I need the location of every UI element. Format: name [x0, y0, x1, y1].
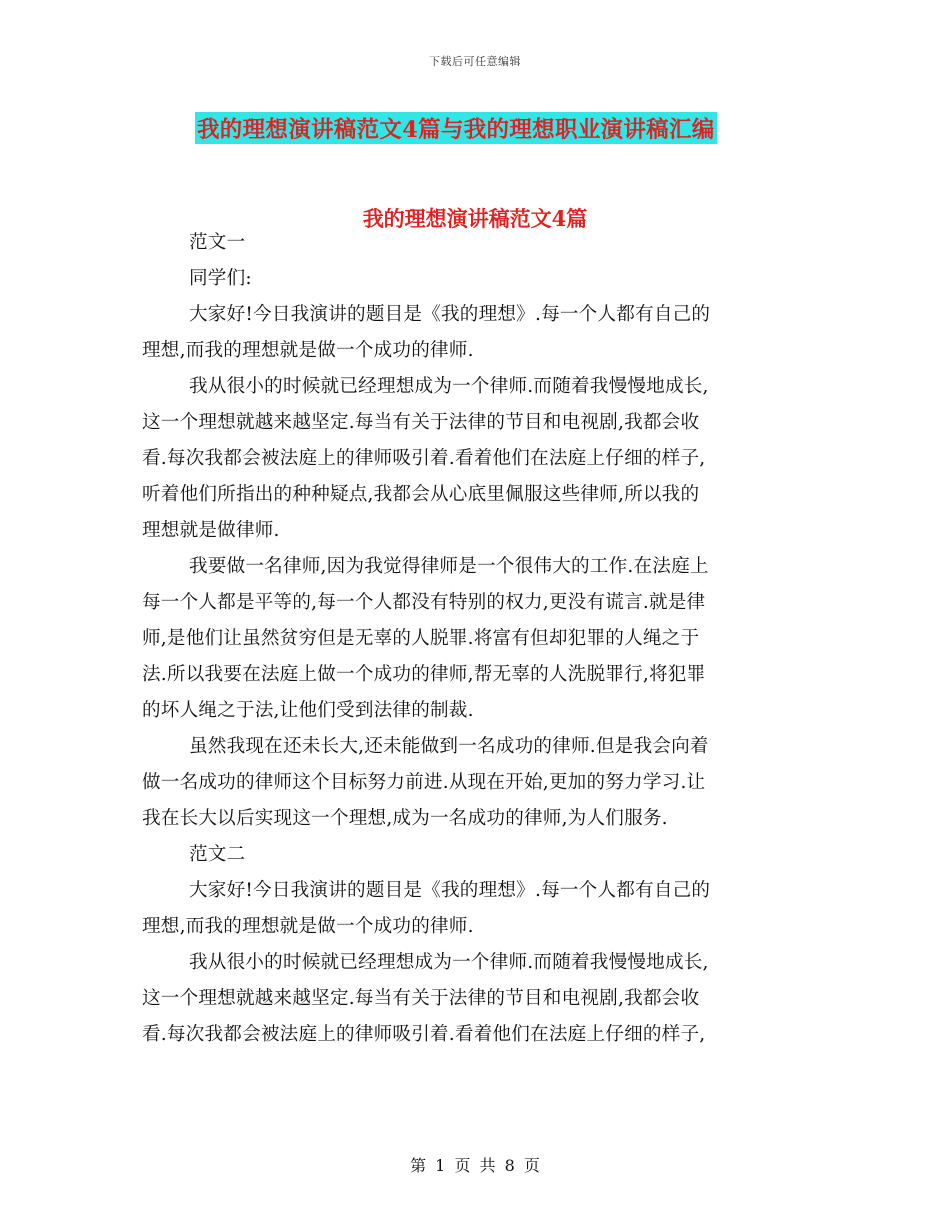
paragraph-line: 理想,而我的理想就是做一个成功的律师.: [142, 340, 474, 361]
main-title-highlight: [195, 112, 717, 144]
paragraph-line: 虽然我现在还未长大,还未能做到一名成功的律师.但是我会向着: [189, 736, 709, 757]
section-label: 范文二: [189, 844, 246, 865]
paragraph-line: 这一个理想就越来越坚定.每当有关于法律的节目和电视剧,我都会收: [142, 412, 700, 433]
main-title: 我的理想演讲稿范文4篇与我的理想职业演讲稿汇编: [197, 117, 715, 143]
paragraph-line: 看.每次我都会被法庭上的律师吸引着.看着他们在法庭上仔细的样子,: [142, 448, 706, 469]
section-label: 范文一: [189, 232, 246, 253]
document-body: [142, 225, 810, 1053]
paragraph-line: 看.每次我都会被法庭上的律师吸引着.看着他们在法庭上仔细的样子,: [142, 1024, 706, 1045]
paragraph-line: 我从很小的时候就已经理想成为一个律师.而随着我慢慢地成长,: [189, 376, 709, 397]
paragraph-line: 的坏人绳之于法,让他们受到法律的制裁.: [142, 700, 474, 721]
header-note: 下载后可任意编辑: [429, 55, 521, 68]
salutation: 同学们:: [189, 268, 252, 289]
sub-title: 我的理想演讲稿范文4篇: [362, 206, 588, 231]
paragraph-line: 我要做一名律师,因为我觉得律师是一个很伟大的工作.在法庭上: [189, 556, 709, 577]
paragraph-line: 法.所以我要在法庭上做一个成功的律师,帮无辜的人洗脱罪行,将犯罪: [142, 664, 706, 685]
paragraph-line: 理想就是做律师.: [142, 520, 280, 541]
paragraph-line: 做一名成功的律师这个目标努力前进.从现在开始,更加的努力学习.让: [142, 772, 706, 793]
paragraph-line: 每一个人都是平等的,每一个人都没有特别的权力,更没有谎言.就是律: [142, 592, 706, 613]
paragraph-line: 大家好!今日我演讲的题目是《我的理想》.每一个人都有自己的: [189, 880, 711, 901]
paragraph-line: 我从很小的时候就已经理想成为一个律师.而随着我慢慢地成长,: [189, 952, 709, 973]
paragraph-line: 大家好!今日我演讲的题目是《我的理想》.每一个人都有自己的: [189, 304, 711, 325]
paragraph-line: 我在长大以后实现这一个理想,成为一名成功的律师,为人们服务.: [142, 808, 668, 829]
paragraph-line: 这一个理想就越来越坚定.每当有关于法律的节目和电视剧,我都会收: [142, 988, 700, 1009]
page-footer: 第 1 页 共 8 页: [410, 1156, 540, 1175]
paragraph-line: 师,是他们让虽然贫穷但是无辜的人脱罪.将富有但却犯罪的人绳之于: [142, 628, 700, 649]
paragraph-line: 理想,而我的理想就是做一个成功的律师.: [142, 916, 474, 937]
paragraph-line: 听着他们所指出的种种疑点,我都会从心底里佩服这些律师,所以我的: [142, 484, 700, 505]
